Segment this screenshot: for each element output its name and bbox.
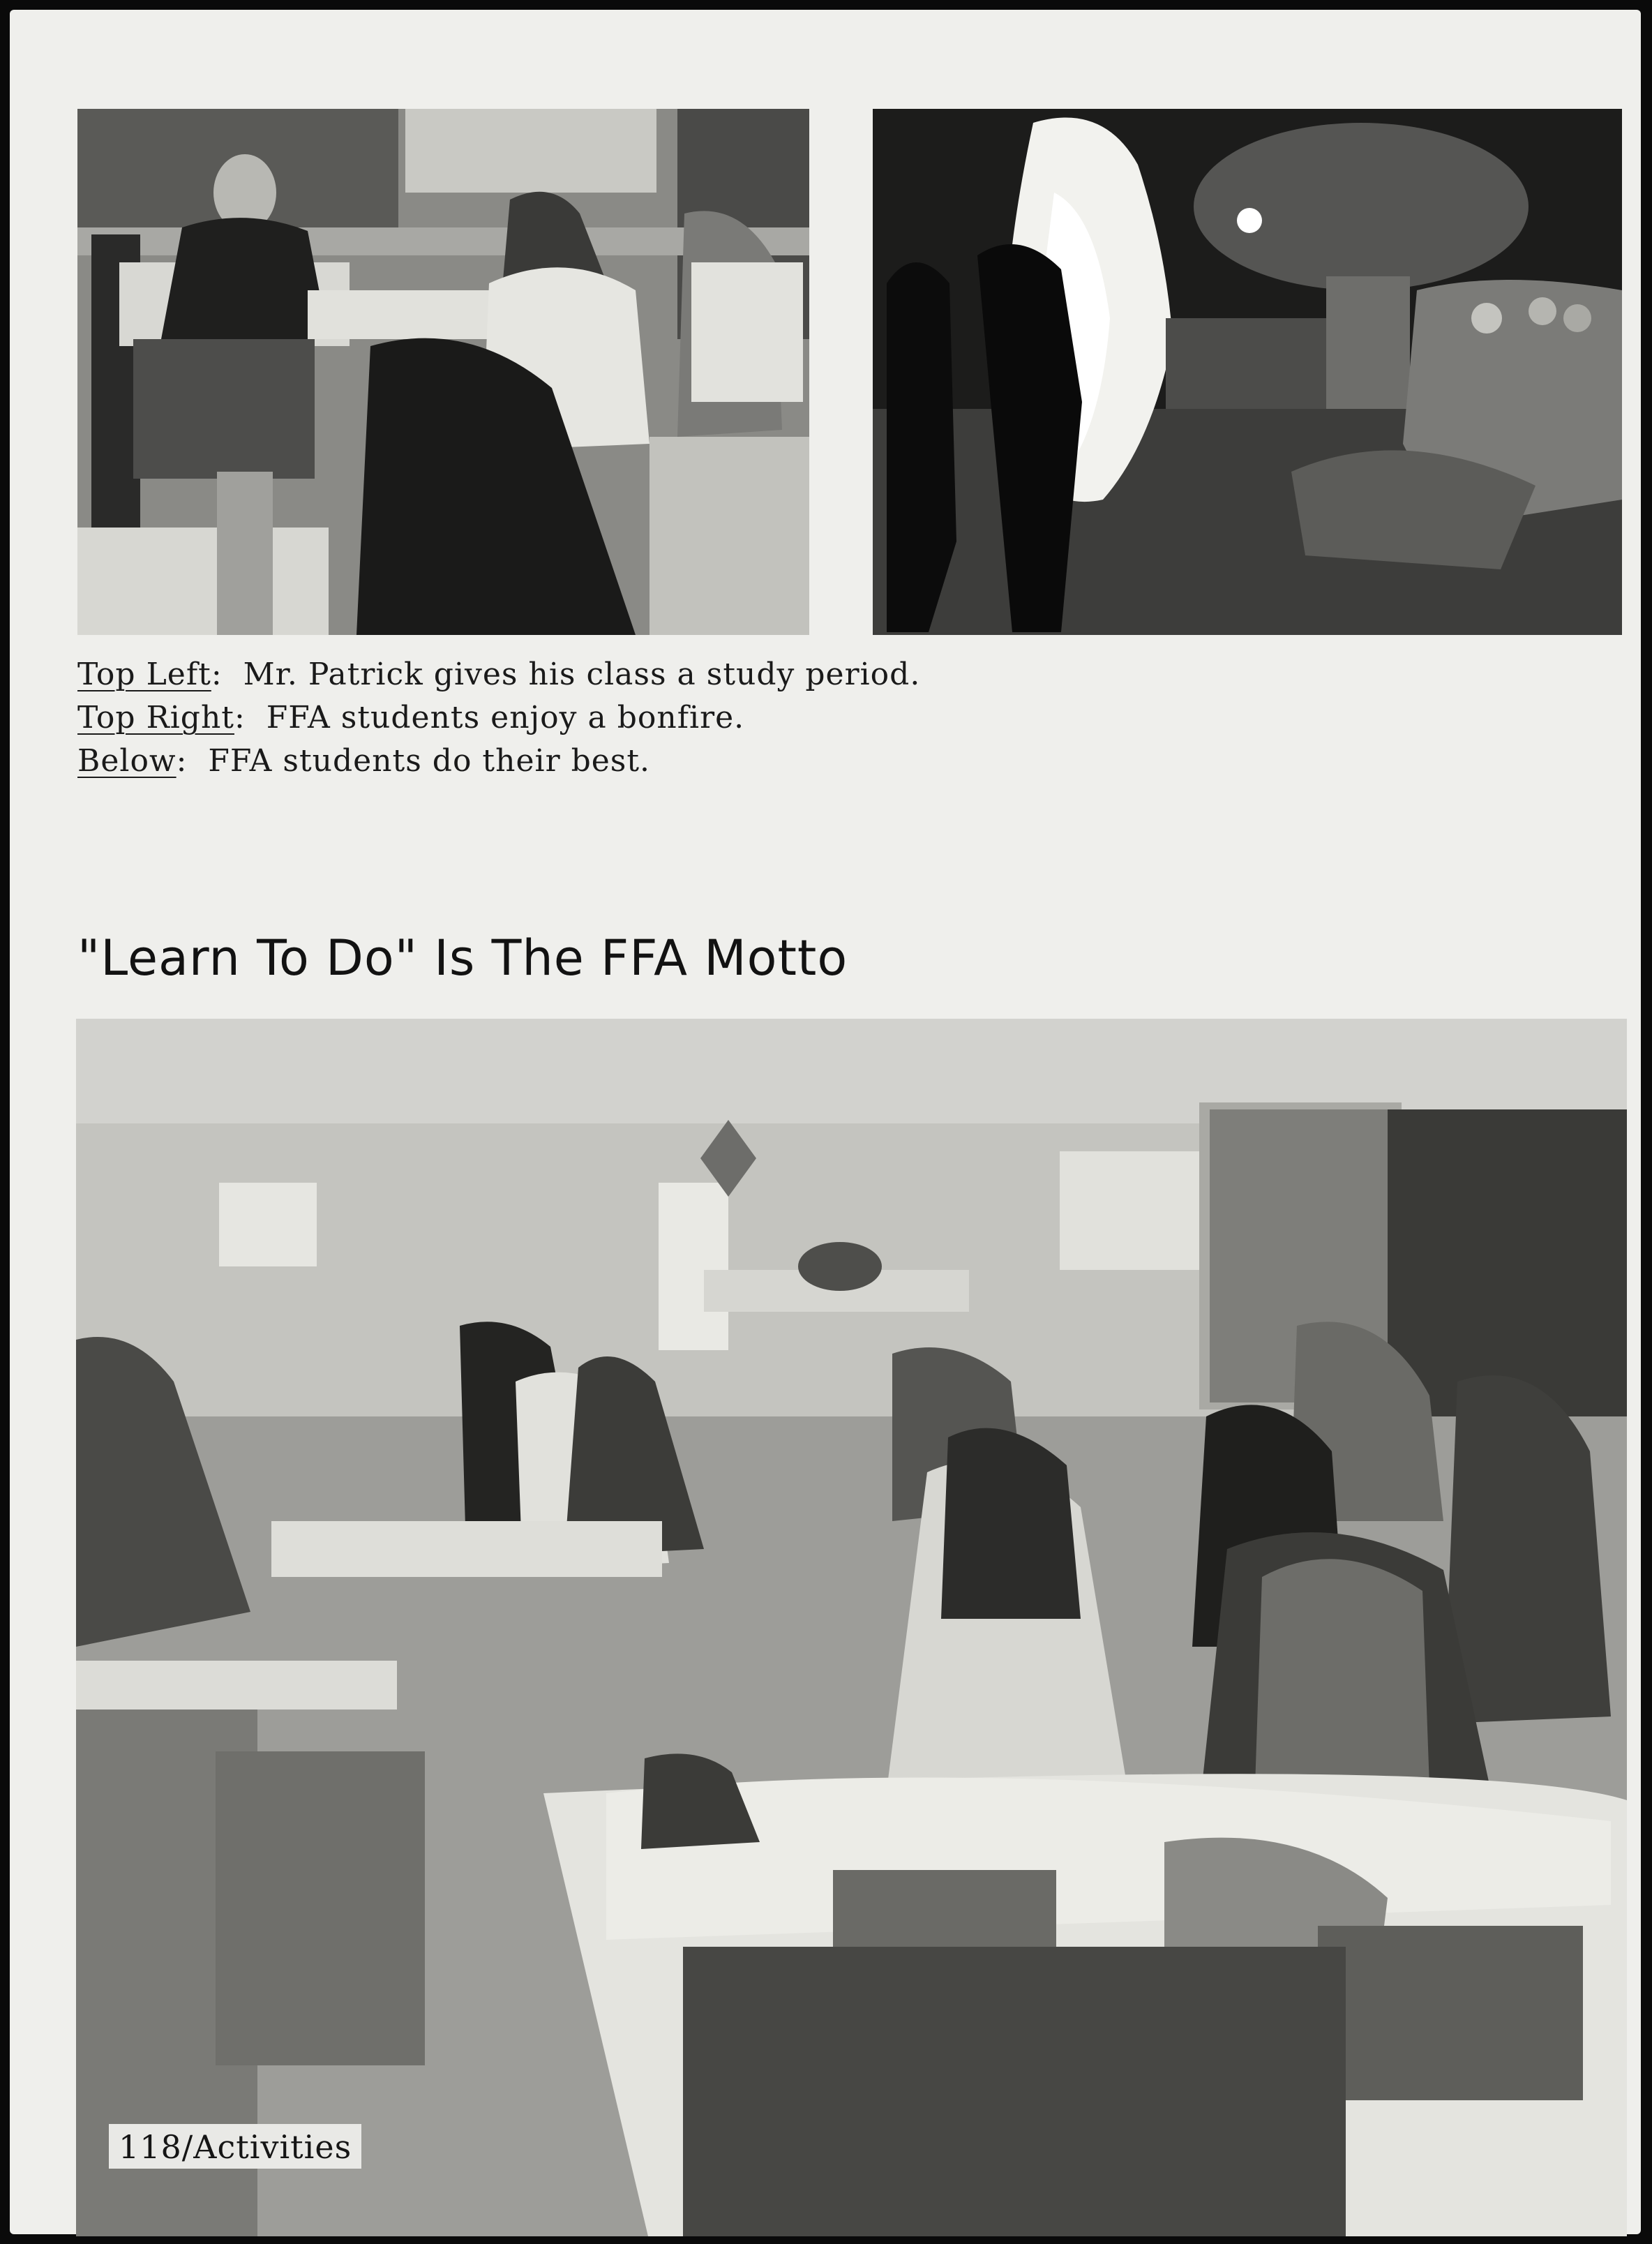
photo-top-right: [873, 109, 1622, 635]
caption-top-right: Top Right: FFA students enjoy a bonfire.: [77, 700, 745, 735]
photo-top-left: [77, 109, 809, 635]
caption-below: Below: FFA students do their best.: [77, 743, 651, 779]
photo-captions: [77, 653, 1194, 783]
caption-label: Top Left: [77, 657, 211, 692]
caption-text: FFA students do their best.: [208, 743, 651, 779]
caption-top-left: Top Left: Mr. Patrick gives his class a study period.: [77, 657, 921, 692]
page-headline: "Learn To Do" Is The FFA Motto: [77, 929, 848, 987]
caption-label: Below: [77, 743, 177, 779]
photo-main: [76, 1019, 1627, 2236]
yearbook-page: [10, 10, 1641, 2234]
caption-text: FFA students enjoy a bonfire.: [266, 700, 745, 735]
page-folio: 118/Activities: [109, 2124, 361, 2169]
caption-text: Mr. Patrick gives his class a study period.: [243, 657, 921, 692]
caption-label: Top Right: [77, 700, 234, 735]
